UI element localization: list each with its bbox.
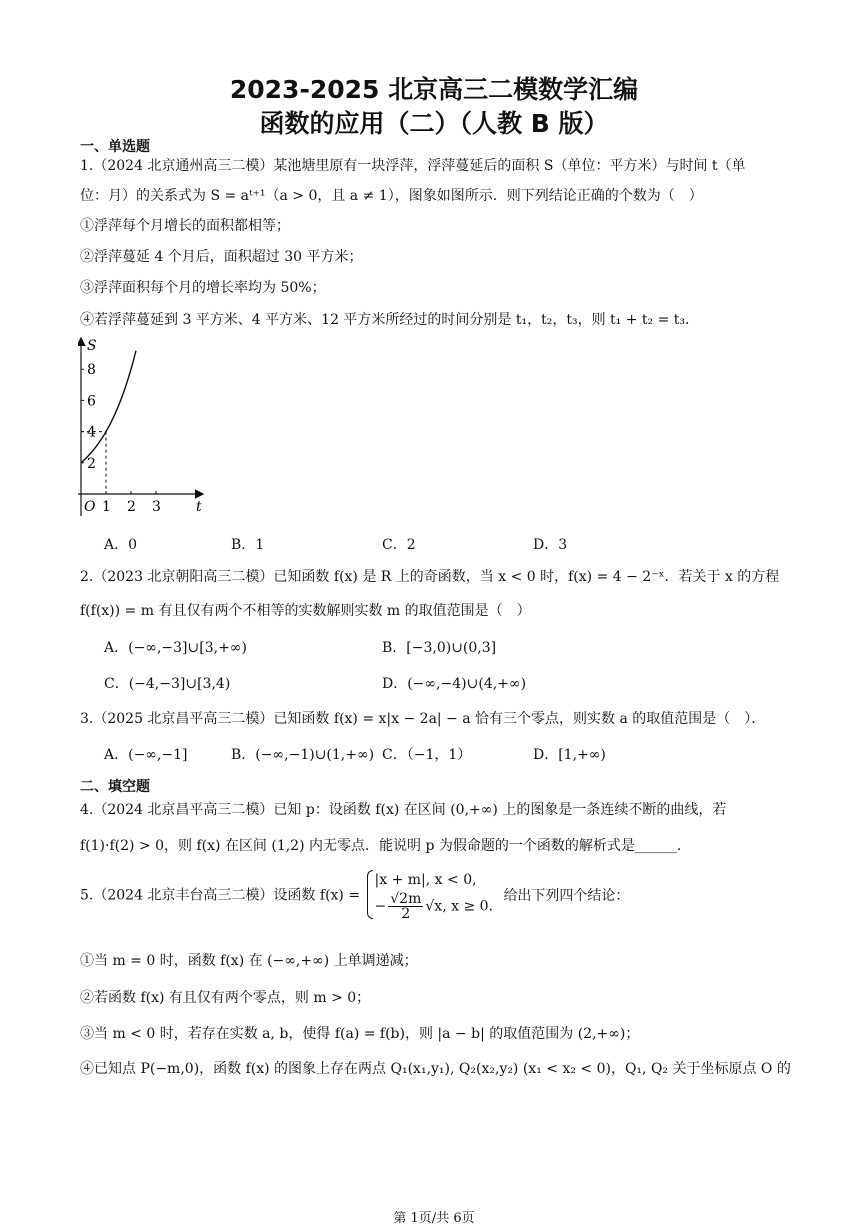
q2-option-d: D．(−∞,−4)∪(4,+∞) — [382, 676, 527, 692]
q4-stem-line1: 4.（2024 北京昌平高三二模）已知 p：设函数 f(x) 在区间 (0,+∞) 上的图象是一条连续不断的曲线，若 — [80, 802, 727, 818]
page-number: 第 1页/共 6页 — [393, 1211, 475, 1226]
q5-statement-1: ①当 m = 0 时，函数 f(x) 在 (−∞,+∞) 上单调递减； — [80, 953, 418, 969]
q2-option-b: B．[−3,0)∪(0,3] — [382, 640, 497, 656]
q5-case-2-rest: √x, x ≥ 0. — [425, 898, 493, 915]
q1-stem-line1: 1.（2024 北京通州高三二模）某池塘里原有一块浮萍，浮萍蔓延后的面积 S（单位：平方米）与时间 t（单 — [80, 158, 746, 174]
q2-stem-line2: f(f(x)) = m 有且仅有两个不相等的实数解则实数 m 的取值范围是（ ） — [80, 603, 531, 619]
q5-fraction — [388, 892, 423, 921]
y-tick-label: 2 — [87, 455, 96, 472]
q2-stem-line1: 2.（2023 北京朝阳高三二模）已知函数 f(x) 是 R 上的奇函数，当 x < 0 时，f(x) = 4 − 2⁻ˣ．若关于 x 的方程 — [80, 569, 780, 585]
x-tick-label: 2 — [127, 499, 136, 515]
q1-statement-1: ①浮萍每个月增长的面积都相等； — [80, 218, 290, 234]
q3-stem: 3.（2025 北京昌平高三二模）已知函数 f(x) = x|x − 2a| − a 恰有三个零点，则实数 a 的取值范围是（ ）． — [80, 711, 766, 727]
q5-stem — [80, 868, 629, 921]
q5-case-2-sign: − — [374, 898, 387, 915]
q5-fraction-numerator: √2m — [390, 891, 422, 907]
y-tick-label: 4 — [87, 424, 96, 441]
q5-case-2 — [375, 892, 493, 921]
q5-statement-4: ④已知点 P(−m,0)，函数 f(x) 的图象上存在两点 Q₁(x₁,y₁), Q₂(x₂,y₂) (x₁ < x₂ < 0)，Q₁, Q₂ 关于坐标原点 O 的 — [80, 1061, 791, 1077]
q5-prefix: 5.（2024 北京丰台高三二模）设函数 f(x) = — [80, 887, 361, 904]
x-tick-label: 1 — [102, 499, 111, 515]
section-heading-fill-blank: 二、填空题 — [80, 779, 150, 795]
q1-statement-4: ④若浮萍蔓延到 3 平方米、4 平方米、12 平方米所经过的时间分别是 t₁，t₂，t₃，则 t₁ + t₂ = t₃． — [80, 312, 700, 328]
y-axis-label: S — [87, 338, 97, 354]
y-tick-label: 8 — [87, 362, 96, 379]
q3-option-c: C．（−1，1） — [382, 747, 472, 763]
q5-case-1: |x + m|, x < 0, — [374, 872, 477, 888]
x-tick-label: 3 — [152, 499, 161, 515]
x-axis-label: t — [196, 499, 202, 515]
q5-piecewise — [365, 868, 493, 921]
q5-statement-3: ③当 m < 0 时，若存在实数 a, b，使得 f(a) = f(b)，则 |a − b| 的取值范围为 (2,+∞)； — [80, 1026, 640, 1042]
q1-option-c: C．2 — [382, 537, 416, 553]
q1-option-a: A．0 — [104, 537, 138, 553]
q2-option-a: A．(−∞,−3]∪[3,+∞) — [104, 640, 247, 656]
document-title-line1: 2023-2025 北京高三二模数学汇编 — [229, 75, 639, 104]
q1-growth-graph — [78, 334, 208, 519]
q5-fraction-denominator: 2 — [401, 906, 411, 922]
q3-option-a: A．(−∞,−1] — [104, 747, 188, 763]
q1-option-d: D．3 — [533, 537, 568, 553]
q1-statement-2: ②浮萍蔓延 4 个月后，面积超过 30 平方米； — [80, 249, 363, 265]
q5-statement-2: ②若函数 f(x) 有且仅有两个零点，则 m > 0； — [80, 990, 371, 1006]
q5-suffix: 给出下列四个结论： — [503, 887, 630, 904]
q3-option-b: B．(−∞,−1)∪(1,+∞) — [231, 747, 375, 763]
y-tick-label: 6 — [87, 393, 96, 410]
q3-option-d: D．[1,+∞) — [533, 747, 606, 763]
section-heading-single-choice: 一、单选题 — [80, 139, 150, 155]
q4-stem-line2: f(1)·f(2) > 0，则 f(x) 在区间 (1,2) 内无零点．能说明 p 为假命题的一个函数的解析式是______． — [80, 838, 691, 854]
document-title-line2: 函数的应用（二）（人教 B 版） — [259, 109, 609, 138]
q1-statement-3: ③浮萍面积每个月的增长率均为 50%； — [80, 280, 326, 296]
origin-label: O — [84, 499, 96, 515]
q1-stem-line2: 位：月）的关系式为 S = aᵗ⁺¹（a > 0，且 a ≠ 1），图象如图所示．则下列结论正确的个数为（ ） — [80, 188, 703, 204]
q1-option-b: B．1 — [231, 537, 265, 553]
q2-option-c: C．(−4,−3]∪[3,4) — [104, 676, 231, 692]
